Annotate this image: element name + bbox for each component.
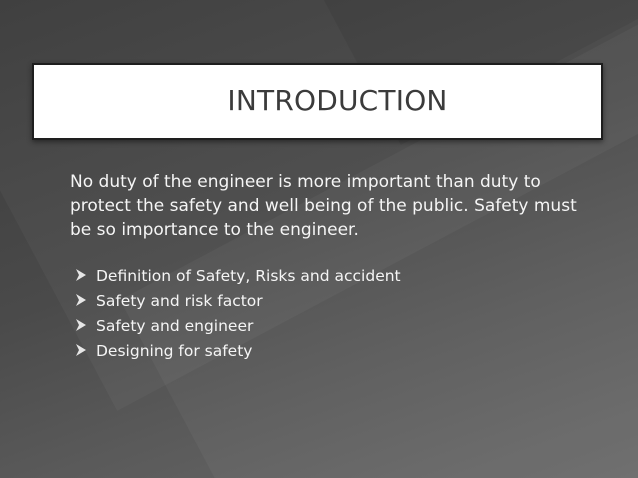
intro-paragraph: No duty of the engineer is more important than duty to protect the safety and well being of the public. Safety must be so importance to the engineer. <box>70 172 577 240</box>
bullet-text: Safety and risk factor <box>96 292 263 310</box>
bullet-item <box>76 266 401 291</box>
bullet-text: Designing for safety <box>96 342 253 360</box>
arrowhead-bullet-icon <box>76 344 86 356</box>
arrowhead-bullet-icon <box>76 269 86 281</box>
bullet-item <box>76 316 401 341</box>
slide-title: INTRODUCTION <box>227 84 448 117</box>
arrowhead-bullet-icon <box>76 294 86 306</box>
arrowhead-bullet-icon <box>76 319 86 331</box>
bullet-item <box>76 291 401 316</box>
bullet-item <box>76 341 401 366</box>
bullet-list <box>76 266 401 366</box>
bullet-text: Safety and engineer <box>96 317 254 335</box>
title-box <box>32 63 603 140</box>
bullet-text: Definition of Safety, Risks and accident <box>96 267 401 285</box>
